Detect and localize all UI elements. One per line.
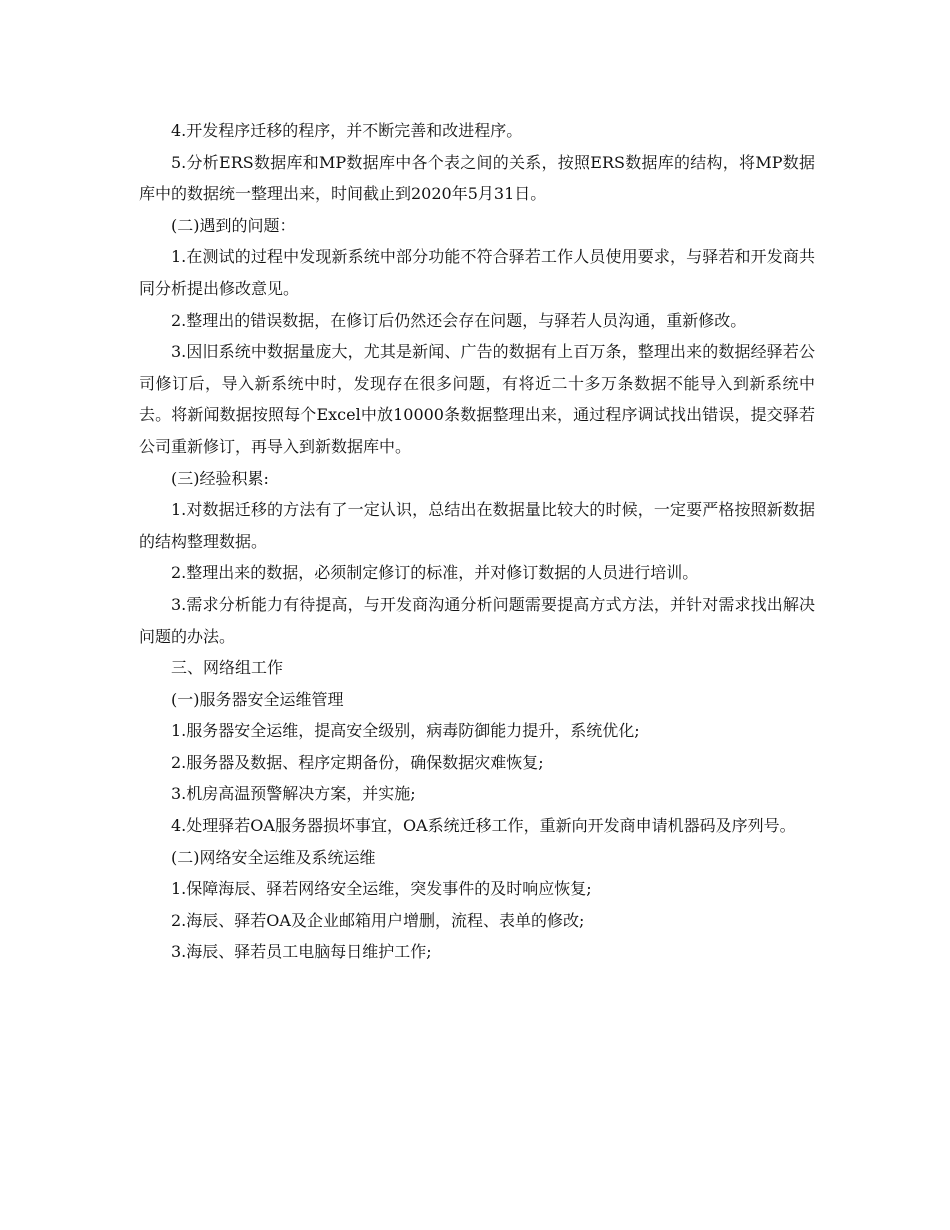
paragraph: 1.保障海辰、驿若网络安全运维，突发事件的及时响应恢复; — [171, 879, 592, 899]
paragraph: 1.服务器安全运维，提高安全级别，病毒防御能力提升，系统优化; — [171, 721, 640, 741]
paragraph: 4.开发程序迁移的程序，并不断完善和改进程序。 — [171, 121, 523, 140]
section-heading: (三)经验积累: — [171, 468, 269, 488]
document-body — [139, 115, 815, 968]
paragraph: 4.处理驿若OA服务器损坏事宜，OA系统迁移工作，重新向开发商申请机器码及序列号。 — [171, 816, 796, 836]
section-heading: (一)服务器安全运维管理 — [171, 689, 344, 709]
section-heading: (二)网络安全运维及系统运维 — [171, 847, 376, 867]
paragraph: 2.海辰、驿若OA及企业邮箱用户增删，流程、表单的修改; — [171, 910, 585, 930]
paragraph: 5.分析ERS数据库和MP数据库中各个表之间的关系，按照ERS数据库的结构，将MP数据库中的数据统一整理出来，时间截止到2020年5月31日。 — [139, 152, 815, 204]
paragraph: 2.整理出的错误数据，在修订后仍然还会存在问题，与驿若人员沟通，重新修改。 — [171, 310, 747, 330]
section-heading: 三、网络组工作 — [171, 658, 284, 678]
paragraph: 2.服务器及数据、程序定期备份，确保数据灾难恢复; — [171, 752, 544, 772]
section-heading: (二)遇到的问题： — [171, 215, 296, 235]
paragraph: 2.整理出来的数据，必须制定修订的标准，并对修订数据的人员进行培训。 — [171, 563, 699, 583]
paragraph: 3.需求分析能力有待提高，与开发商沟通分析问题需要提高方式方法，并针对需求找出解决问题的办法。 — [139, 594, 815, 646]
paragraph: 3.因旧系统中数据量庞大，尤其是新闻、广告的数据有上百万条，整理出来的数据经驿若公司修订后，导入新系统中时，发现存在很多问题，有将近二十多万条数据不能导入到新系统中去。将新闻数据按照每个Excel中放10000条数据整理出来，通过程序调试找出错误，提交驿若公司重新修订，再导入到新数据库中。 — [139, 342, 815, 456]
paragraph: 1.对数据迁移的方法有了一定认识，总结出在数据量比较大的时候，一定要严格按照新数据的结构整理数据。 — [139, 500, 815, 551]
paragraph: 1.在测试的过程中发现新系统中部分功能不符合驿若工作人员使用要求，与驿若和开发商共同分析提出修改意见。 — [139, 247, 815, 298]
paragraph: 3.海辰、驿若员工电脑每日维护工作; — [171, 942, 432, 962]
paragraph: 3.机房高温预警解决方案，并实施; — [171, 784, 416, 804]
